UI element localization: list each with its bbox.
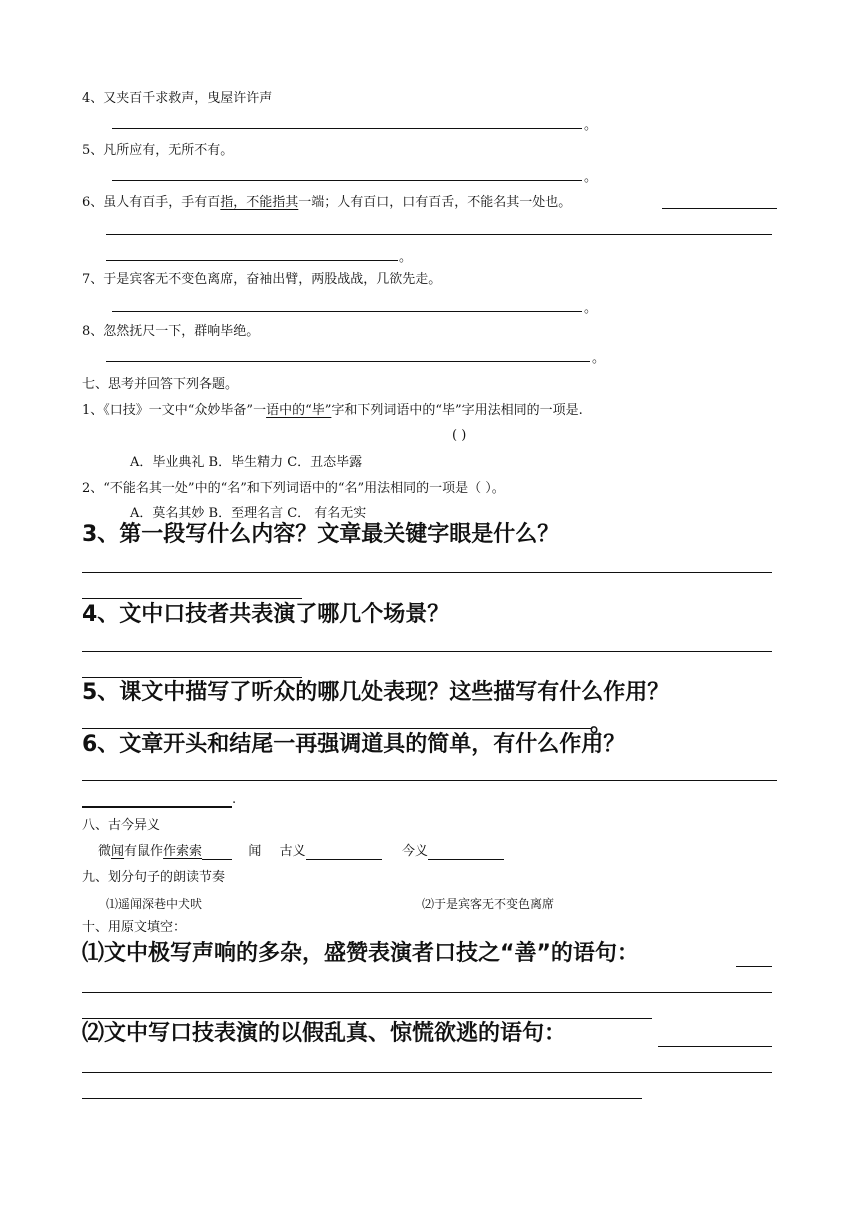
s7-q3-answer-line-2[interactable] — [82, 598, 302, 599]
s8-item-d: 作索索 — [163, 844, 203, 859]
s7-q1-text-a: 1、《口技》一文中“众妙毕备”一 — [82, 403, 267, 418]
s8-item-c: 有鼠作 — [124, 844, 164, 859]
q6-answer-line-2[interactable] — [106, 234, 772, 235]
s7-q6-text: 6、文章开头和结尾一再强调道具的简单，有什么作用？ — [82, 732, 626, 757]
s8-label-wen: 闻 — [248, 844, 262, 859]
q6-answer-line-1[interactable] — [662, 208, 777, 209]
s8-item-b: 闻 — [111, 844, 125, 859]
s8-item-a: 微 — [98, 844, 112, 859]
s10-q2-answer-line-2[interactable] — [82, 1072, 772, 1073]
q4-answer-line[interactable] — [112, 128, 582, 129]
s9-item1[interactable]: ⑴遥闻深巷中犬吠 — [106, 897, 203, 911]
s10-q2-answer-line-3[interactable] — [82, 1098, 642, 1099]
s7-q6-answer-line-1[interactable] — [82, 780, 777, 781]
q5-text: 5、凡所应有，无所不有。 — [82, 143, 234, 158]
section10-heading: 十、用原文填空： — [82, 920, 187, 935]
s7-q2-text: 2、“不能名其一处”中的“名”和下列词语中的“名”用法相同的一项是（ ）。 — [82, 481, 505, 496]
s7-q1-options: A．毕业典礼 B．毕生精力 C．丑态毕露 — [130, 455, 363, 470]
s7-q3-text: 3、第一段写什么内容？文章最关键字眼是什么？ — [82, 522, 560, 547]
s7-q5-period: 。 — [590, 711, 613, 737]
q8-period: 。 — [592, 351, 606, 366]
q6-text-c: 一端；人有百口，口有百舌，不能名其一处也。 — [298, 195, 572, 210]
s8-label-gu: 古义 — [279, 844, 306, 859]
q5-period: 。 — [584, 170, 598, 185]
q8-answer-line[interactable] — [106, 361, 590, 362]
s7-q1-text — [82, 403, 583, 419]
q6-answer-line-3[interactable] — [106, 260, 398, 261]
s7-q6-end-dot: . — [232, 792, 237, 807]
s8-jin-blank[interactable] — [428, 845, 504, 860]
q4-period: 。 — [584, 118, 598, 133]
s7-q5-answer-line[interactable] — [82, 728, 592, 729]
q7-text: 7、于是宾客无不变色离席，奋袖出臂，两股战战，几欲先走。 — [82, 272, 442, 287]
q7-period: 。 — [584, 301, 598, 316]
s7-q1-paren[interactable]: ( ) — [452, 428, 467, 443]
s7-q4-answer-line-2[interactable] — [82, 677, 302, 678]
s10-q2-answer-line-1[interactable] — [658, 1046, 772, 1047]
s10-q1-answer-line-2[interactable] — [82, 992, 772, 993]
q8-text: 8、忽然抚尺一下，群响毕绝。 — [82, 324, 260, 339]
s8-gu-blank[interactable] — [306, 845, 382, 860]
s7-q2-options: A．莫名其妙 B．至理名言 C． 有名无实 — [130, 506, 367, 521]
q6-text-a: 6、虽人有百手，手有百 — [82, 195, 221, 210]
q6-period: 。 — [399, 250, 413, 265]
section9-heading: 九、划分句子的朗读节奏 — [82, 870, 226, 885]
section7-heading: 七、思考并回答下列各题。 — [82, 377, 239, 392]
s7-q5-text: 5、课文中描写了听众的哪几处表现？这些描写有什么作用？ — [82, 680, 670, 705]
s7-q3-answer-line-1[interactable] — [82, 572, 772, 573]
q5-answer-line[interactable] — [112, 180, 582, 181]
s8-label-jin: 今义 — [401, 844, 428, 859]
s10-q1-answer-line-1[interactable] — [736, 966, 772, 967]
s9-item2[interactable]: ⑵于是宾客无不变色离席 — [422, 897, 555, 911]
s10-q2-text: ⑵文中写口技表演的以假乱真、惊慌欲逃的语句： — [82, 1021, 567, 1046]
s7-q4-text: 4、文中口技者共表演了哪几个场景？ — [82, 602, 450, 627]
s7-q1-text-b: 语中的“毕” — [266, 403, 332, 418]
s8-item-blank[interactable] — [202, 845, 232, 860]
q6-text-b: 指，不能指其 — [220, 195, 299, 210]
s10-q1-answer-line-3[interactable] — [82, 1018, 652, 1019]
s8-item — [98, 844, 504, 860]
q4-text: 4、又夹百千求救声，曳屋许许声 — [82, 91, 273, 106]
section8-heading: 八、古今异义 — [82, 818, 161, 833]
s7-q6-answer-line-2[interactable] — [82, 806, 232, 808]
q6-text — [82, 195, 571, 211]
s10-q1-text: ⑴文中极写声响的多杂，盛赞表演者口技之“善”的语句： — [82, 941, 639, 966]
s7-q4-answer-line-1[interactable] — [82, 651, 772, 652]
s7-q1-text-c: 字和下列词语中的“毕”字用法相同的一项是. — [331, 403, 583, 418]
q7-answer-line[interactable] — [112, 311, 582, 312]
